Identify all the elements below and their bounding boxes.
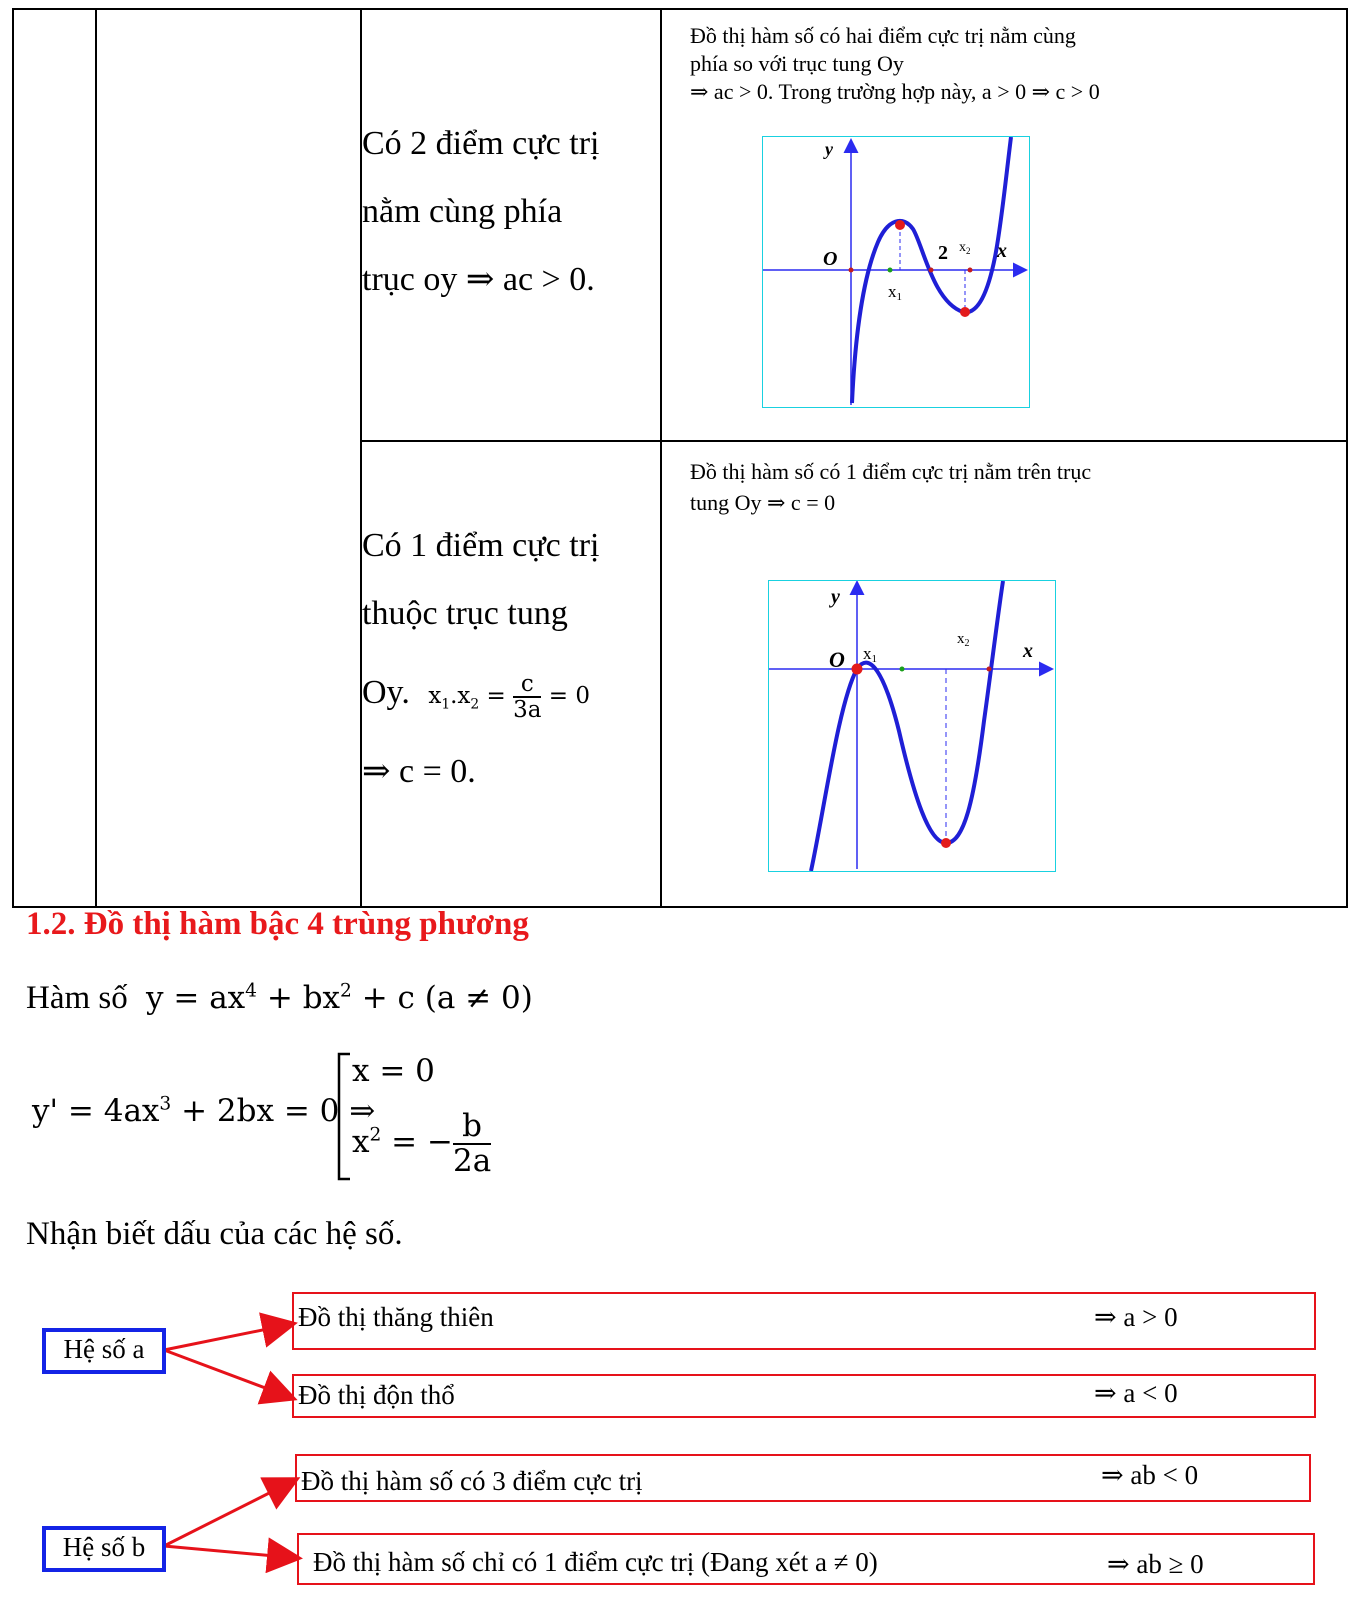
coef-a-item-2-text: Đồ thị độn thổ [298, 1380, 455, 1410]
function-a: y = ax [146, 980, 246, 1016]
min-point [960, 307, 970, 317]
row1-condition-line3: trục oy ⇒ ac > 0. [362, 261, 595, 298]
formula-fraction [513, 672, 541, 722]
derivative-lhs-text: y' = 4ax [32, 1093, 160, 1129]
row2-note-line1: Đồ thị hàm số có 1 điểm cực trị nằm trên trục [690, 459, 1092, 484]
row1-note-line2: phía so với trục tung Oy [690, 51, 904, 76]
table-col-divider-1 [95, 8, 97, 908]
max-point [895, 220, 905, 230]
cubic-curve [811, 581, 1003, 871]
row2-condition-line4: ⇒ c = 0. [362, 753, 476, 790]
row1-condition-line2: nằm cùng phía [362, 193, 563, 230]
x2-marker [968, 268, 973, 273]
case-1: x = 0 [352, 1053, 435, 1089]
formula-den: 3a [513, 697, 542, 723]
function-formula [146, 980, 533, 1016]
case2-den: 2a [453, 1142, 492, 1179]
graph1-x2-label: $x_2$ [959, 240, 971, 256]
row1-graph [762, 136, 1030, 408]
row2-condition-line2: thuộc trục tung [362, 595, 568, 632]
coef-a-item-2 [292, 1374, 1316, 1418]
formula-dot: .x [450, 683, 471, 709]
graph1-x1-label: x1 [888, 282, 902, 303]
arrow-b-1 [164, 1480, 295, 1546]
derivative-mid: + 2bx = 0 ⇒ [171, 1093, 376, 1129]
min-point [941, 838, 951, 848]
coef-b-item-1-text: Đồ thị hàm số có 3 điểm cực trị [301, 1466, 643, 1496]
recognize-line: Nhận biết dấu của các hệ số. [26, 1216, 403, 1252]
derivative-lhs [32, 1093, 375, 1129]
coef-a-item-1 [292, 1292, 1316, 1350]
green-marker [900, 667, 905, 672]
function-c: + c (a ≠ 0) [351, 980, 533, 1016]
origin-marker [849, 268, 854, 273]
formula-eq: = [486, 683, 506, 709]
graph2-x-label: x [1023, 640, 1033, 662]
row1-note-line3: ⇒ ac > 0. Trong trường hợp này, a > 0 ⇒ c > 0 [690, 79, 1100, 104]
graph2-origin: O [829, 647, 845, 672]
row2-note [690, 456, 1091, 518]
coef-a-item-1-text: Đồ thị thăng thiên [298, 1302, 494, 1332]
formula-num: c [513, 672, 541, 698]
row1-condition-line1: Có 2 điểm cực trị [362, 125, 600, 162]
derivative-e1: 3 [159, 1093, 172, 1115]
table-row-divider [360, 440, 1348, 442]
coef-b-item-1 [295, 1454, 1311, 1502]
coef-a-item-1-result: ⇒ a > 0 [1094, 1302, 1178, 1332]
coef-b-item-2 [297, 1533, 1315, 1585]
formula-sub1: 1 [441, 696, 451, 713]
function-intro: Hàm số [26, 980, 128, 1016]
function-e1: 4 [245, 980, 258, 1002]
coef-a-item-2-result: ⇒ a < 0 [1094, 1378, 1178, 1408]
graph2-x2-label: $x_2$ [957, 631, 970, 649]
case2-x: x [352, 1124, 370, 1161]
root-marker [929, 268, 934, 273]
coef-a-box: Hệ số a [42, 1328, 166, 1374]
graph1-y-label: y [825, 139, 833, 159]
row1-note [690, 22, 1100, 106]
coef-b-item-1-result: ⇒ ab < 0 [1101, 1460, 1199, 1490]
x1-marker [888, 268, 893, 273]
case-2 [352, 1110, 491, 1177]
properties-table [12, 8, 1348, 908]
case2-exp: 2 [369, 1124, 382, 1146]
arrow-b-2 [164, 1546, 297, 1558]
row2-note-line2: tung Oy ⇒ c = 0 [690, 490, 836, 515]
row2-oy-text: Oy. [362, 674, 410, 711]
formula-sub2: 2 [470, 696, 480, 713]
case2-num: b [453, 1110, 491, 1145]
row1-note-line1: Đồ thị hàm số có hai điểm cực trị nằm cùng [690, 23, 1076, 48]
formula-rhs: = 0 [548, 683, 590, 709]
function-b: + bx [257, 980, 341, 1016]
row2-formula [428, 670, 590, 723]
graph1-x-label: x [997, 240, 1007, 262]
max-point [852, 664, 863, 675]
row2-graph [768, 580, 1056, 872]
formula-x1: x [428, 683, 442, 709]
graph2-y-label: y [831, 586, 840, 608]
row2-condition-line1: Có 1 điểm cực trị [362, 527, 600, 564]
graph2-x1-label: x1 [863, 644, 877, 665]
row2-condition-line3 [362, 648, 652, 738]
graph1-two: 2 [938, 242, 948, 264]
coef-b-item-2-result: ⇒ ab ≥ 0 [1107, 1549, 1204, 1579]
case2-eq: = − [381, 1124, 453, 1161]
cases-bracket [336, 1052, 352, 1182]
row1-condition [362, 110, 652, 314]
arrow-a-2 [164, 1350, 292, 1398]
root-marker [987, 667, 992, 672]
arrow-a-1 [164, 1324, 292, 1350]
section-heading: 1.2. Đồ thị hàm bậc 4 trùng phương [26, 906, 529, 942]
graph1-origin: O [823, 248, 838, 270]
row2-condition [362, 512, 652, 806]
coef-b-box: Hệ số b [42, 1526, 166, 1572]
function-line [26, 980, 533, 1017]
function-e2: 2 [340, 980, 352, 1002]
coef-b-item-2-text: Đồ thị hàm số chỉ có 1 điểm cực trị (Đang xét a ≠ 0) [313, 1547, 878, 1577]
case2-fraction [453, 1110, 491, 1177]
table-col-divider-3 [660, 8, 662, 908]
